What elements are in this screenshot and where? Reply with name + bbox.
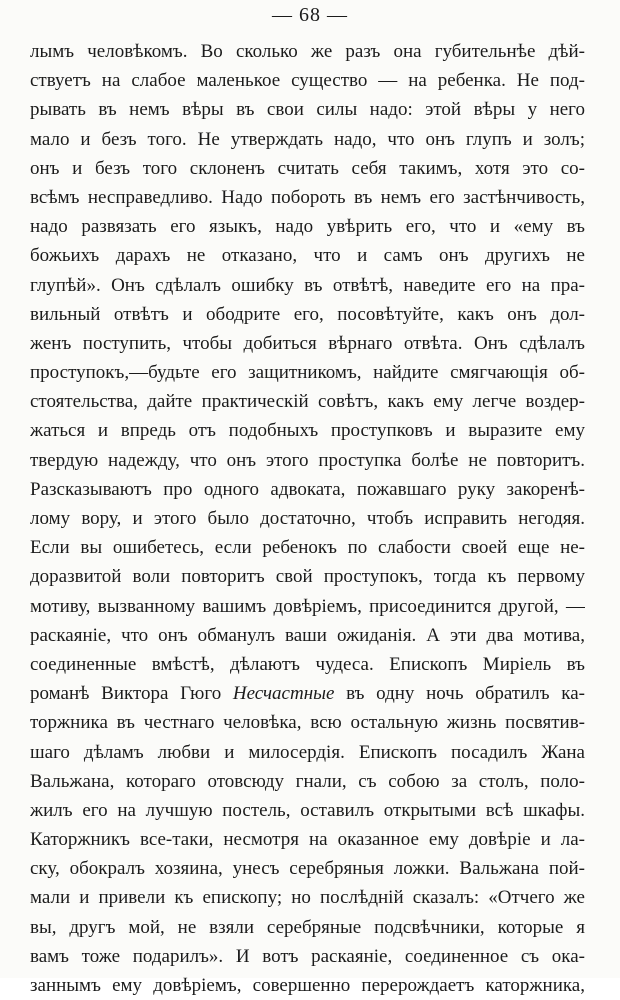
text-line: мали и привели къ епископу; но послѣдній сказалъ: «Отчего же [30,887,585,909]
text-line: стоятельства, дайте практическій совѣтъ, какъ ему легче воздер- [30,391,585,413]
text-line: Разсказываютъ про одного адвоката, пожавшаго руку закоренѣ- [30,478,585,500]
text-line: соединенные вмѣстѣ, дѣлаютъ чудеса. Епископъ Миріель въ [30,653,585,675]
text-line: вамъ тоже подарилъ». И вотъ раскаяніе, соединенное съ ока- [30,945,585,967]
text-line: лымъ человѣкомъ. Во сколько же разъ она губительнѣе дѣй- [30,41,585,62]
text-line [30,679,585,708]
text-line: всѣмъ несправедливо. Надо побороть въ немъ его застѣнчивость, [30,186,585,208]
text-line: Каторжникъ все-таки, несмотря на оказанное ему довѣріе и ла- [30,829,585,851]
text-line: проступокъ,—будьте его защитникомъ, найдите смягчающія об- [30,362,585,384]
italic-book-title: Несчастные [232,683,335,705]
text-line: вильный отвѣтъ и ободрите его, посовѣтуйте, какъ онъ дол- [30,303,585,325]
text-line: ствуетъ на слабое маленькое существо — на ребенка. Не под- [30,70,585,92]
text-segment: въ одну ночь обратилъ ка- [334,683,585,705]
text-line: ску, обокралъ хозяина, унесъ серебряныя ложки. Вальжана пой- [30,858,585,880]
text-line: вы, другъ мой, не взяли серебряные подсвѣчники, которые я [30,916,585,938]
text-line: лому вору, и этого было достаточно, чтобъ исправить негодяя. [30,508,585,529]
text-line: Вальжана, котораго отовсюду гнали, съ собою за столъ, поло- [30,770,585,792]
text-line: онъ и безъ того склоненъ считать себя такимъ, хотя это со- [30,157,585,179]
text-line: глупѣй». Онъ сдѣлалъ ошибку въ отвѣтѣ, наведите его на пра- [30,274,585,296]
text-line: мало и безъ того. Не утверждать надо, что онъ глупъ и золъ; [30,128,585,150]
text-line: надо развязать его языкъ, надо увѣрить его, что и «ему въ [30,216,585,238]
text-line: шаго дѣламъ любви и милосердія. Епископъ посадилъ Жана [30,741,585,763]
text-line: божьихъ дарахъ не отказано, что и самъ онъ другихъ не [30,245,585,267]
text-line: твердую надежду, что онъ этого проступка болѣе не повторитъ. [30,449,585,471]
text-segment: романѣ Виктора Гюго [30,683,233,705]
text-line: Если вы ошибетесь, если ребенокъ по слабости своей еще не- [30,537,585,559]
text-line: жаться и впредь отъ подобныхъ проступковъ и выразите ему [30,420,585,442]
text-line: женъ поступить, чтобы добиться вѣрнаго отвѣта. Онъ сдѣлалъ [30,332,585,354]
body-text [30,37,585,1000]
text-line: заннымъ ему довѣріемъ, совершенно перерождаетъ каторжника, [30,975,585,996]
text-line: доразвитой воли повторитъ свой проступокъ, тогда къ первому [30,566,585,588]
page-number: — 68 — [272,4,348,26]
text-line: рывать въ немъ вѣры въ свои силы надо: этой вѣры у него [30,99,585,121]
text-line: мотиву, вызванному вашимъ довѣріемъ, присоединится другой, — [30,595,585,617]
text-line: жилъ его на лучшую постель, оставилъ открытыми всѣ шкафы. [30,799,585,821]
text-line: торжника въ честнаго человѣка, всю остальную жизнь посвятив- [30,712,585,734]
text-line: раскаяніе, что онъ обманулъ ваши ожиданія. А эти два мотива, [30,624,585,646]
